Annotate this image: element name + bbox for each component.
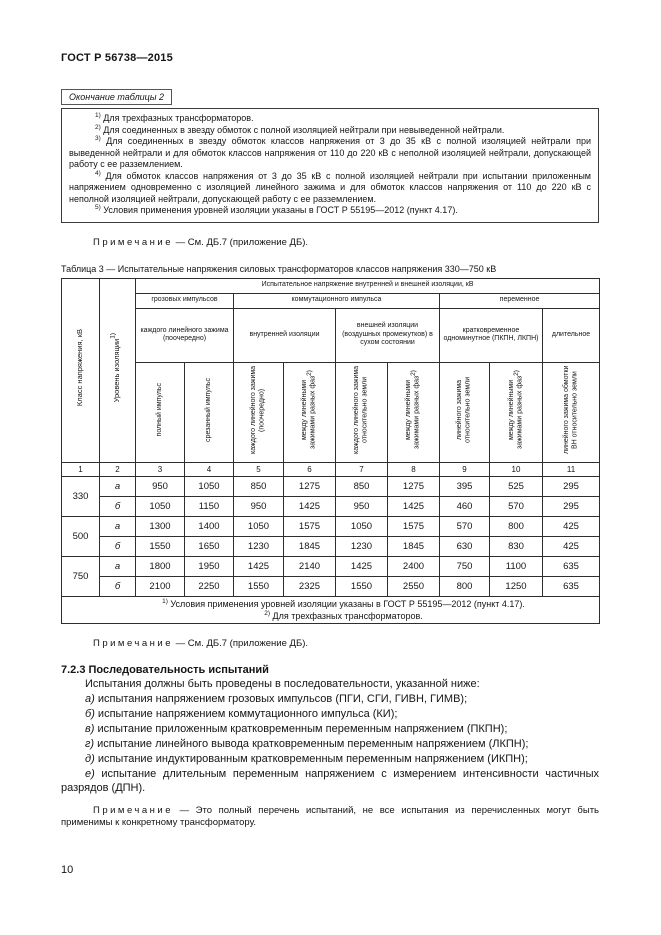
table2-continuation-label: Окончание таблицы 2 (61, 89, 172, 105)
col-header-voltage-class (62, 278, 100, 462)
cell: 295 (543, 496, 600, 516)
item-text: испытание длительным переменным напряжением с измерением интенсивности частичных разрядов (ДПН). (61, 767, 599, 794)
label-text: между линейными зажимами разных фаз (301, 375, 317, 449)
vheader-text (301, 364, 318, 456)
subgroup-external-insulation: внешней изоляции (воздушных промежутков) в сухом состоянии (336, 308, 440, 362)
vheader-between-phases-1 (284, 362, 336, 462)
cell-level: б (100, 496, 136, 516)
cell: 2325 (284, 576, 336, 596)
cell: 1150 (185, 496, 234, 516)
cell: 1230 (336, 536, 388, 556)
label-text: между линейными зажимами разных фаз (507, 375, 523, 449)
item-text: испытание линейного вывода кратковременным переменным напряжением (ЛКПН); (97, 737, 529, 750)
col-header-insulation-level (100, 278, 136, 462)
footnote-text: Для соединенных в звезду обмоток классов напряжения от 3 до 35 кВ с полной изоляцией нейтрали при выведенной нейтрали и для обмоток классов напряжения от 110 до 220 кВ с неполной изоляцией нейтрали, допускающей работу с ее разземлением. (69, 136, 591, 169)
table3-subgroup-row (62, 308, 600, 362)
table3-column-numbers-row (62, 462, 600, 476)
table-row (62, 516, 600, 536)
group-lightning-impulse: грозовых импульсов (136, 293, 234, 308)
cell-class: 330 (62, 476, 100, 516)
table3-vertical-header-row (62, 362, 600, 462)
col-header-test-voltage: Испытательное напряжение внутренней и внешней изоляции, кВ (136, 278, 600, 293)
cell: 1275 (284, 476, 336, 496)
note-label: Примечание (93, 236, 173, 248)
test-list-item-b (61, 707, 599, 721)
cell: 1275 (388, 476, 440, 496)
footnote-marker: 1) (95, 112, 101, 119)
item-text: испытание приложенным кратковременным переменным напряжением (ПКПН); (97, 722, 508, 735)
cell: 635 (543, 576, 600, 596)
col-num: 8 (388, 462, 440, 476)
vheader-text (250, 364, 267, 456)
cell: 1575 (388, 516, 440, 536)
cell: 850 (234, 476, 284, 496)
footnote-marker: 2) (264, 609, 271, 617)
col-num: 3 (136, 462, 185, 476)
cell: 800 (440, 576, 490, 596)
cell: 1845 (388, 536, 440, 556)
cell-level: а (100, 556, 136, 576)
vheader-text (353, 364, 370, 456)
cell-level: а (100, 516, 136, 536)
cell: 800 (490, 516, 543, 536)
table-row (62, 496, 600, 516)
footnote-text: Для обмоток классов напряжения от 3 до 35 кВ с полной изоляцией нейтрали при испытании приложенным напряжением одновременно с изоляцией линейного зажима и для обмоток классов напряжения от 110 до 220 кВ с неполной изоляцией нейтрали, допускающей работу с ее разземлением. (69, 170, 591, 204)
col-num: 7 (336, 462, 388, 476)
cell-class: 750 (62, 556, 100, 596)
test-list-item-e (61, 767, 599, 795)
table2-note (93, 237, 599, 249)
item-text: испытание напряжением коммутационного импульса (КИ); (97, 707, 398, 720)
footnote-text: Для трехфазных трансформаторов. (103, 113, 254, 123)
label-marker: 2) (512, 370, 520, 376)
col-num: 9 (440, 462, 490, 476)
cell: 525 (490, 476, 543, 496)
cell: 395 (440, 476, 490, 496)
vheader-text (205, 378, 214, 442)
note-text: — Это полный перечень испытаний, не все испытания из перечисленных могут быть применимы к конкретному трансформатору. (61, 804, 599, 828)
table-row (62, 556, 600, 576)
col-num: 5 (234, 462, 284, 476)
cell: 1425 (284, 496, 336, 516)
footnote-text: Для трехфазных трансформаторов. (272, 610, 423, 621)
cell: 1425 (336, 556, 388, 576)
section-intro: Испытания должны быть проведены в последовательности, указанной ниже: (85, 677, 480, 690)
page-content (61, 52, 599, 829)
table3-header-row (62, 278, 600, 293)
cell: 1050 (336, 516, 388, 536)
label-text: Уровень изоляции (112, 338, 122, 403)
cell: 1845 (284, 536, 336, 556)
footnote-5 (69, 205, 591, 217)
label-marker: 1) (109, 332, 117, 339)
vheader-full-impulse (136, 362, 185, 462)
cell: 1050 (234, 516, 284, 536)
cell: 2100 (136, 576, 185, 596)
col-num: 4 (185, 462, 234, 476)
cell: 950 (136, 476, 185, 496)
cell-level: а (100, 476, 136, 496)
cell: 1575 (284, 516, 336, 536)
label-text: срезанный импульс (204, 377, 212, 442)
note-label: Примечание (93, 804, 173, 816)
cell-level: б (100, 576, 136, 596)
cell: 630 (440, 536, 490, 556)
footnote-marker: 3) (95, 135, 101, 142)
item-marker: в) (85, 722, 95, 735)
section-note (61, 805, 599, 829)
label-marker: 2) (306, 370, 314, 376)
vheader-each-terminal (234, 362, 284, 462)
item-marker: д) (85, 752, 95, 765)
table3-footnote-cell (62, 596, 600, 623)
table3 (61, 278, 600, 624)
group-switching-impulse: коммутационного импульса (234, 293, 440, 308)
voltage-class-label: Класс напряжения, кВ (75, 328, 85, 407)
group-ac-voltage: переменное (440, 293, 600, 308)
col-num: 6 (284, 462, 336, 476)
note-text: — См. ДБ.7 (приложение ДБ). (175, 236, 308, 248)
cell-level: б (100, 536, 136, 556)
cell: 850 (336, 476, 388, 496)
test-list-item-a (61, 692, 599, 706)
subgroup-short-duration: кратковременное одноминутное (ПКПН, ЛКПН) (440, 308, 543, 362)
cell: 1950 (185, 556, 234, 576)
cell: 1425 (234, 556, 284, 576)
footnote-text: Условия применения уровней изоляции указаны в ГОСТ Р 55195—2012 (пункт 4.17). (103, 205, 458, 215)
col-num: 2 (100, 462, 136, 476)
cell: 1650 (185, 536, 234, 556)
table3-caption: Таблица 3 — Испытательные напряжения силовых трансформаторов классов напряжения 330—750 кВ (61, 263, 497, 274)
label-text: каждого линейного зажима относительно земли (353, 365, 369, 454)
cell: 1250 (490, 576, 543, 596)
label-text: каждого линейного зажима (поочередно) (250, 365, 266, 454)
cell: 1800 (136, 556, 185, 576)
footnote-1 (69, 113, 591, 125)
table3-footnote-row (62, 596, 600, 623)
footnote-4 (69, 171, 591, 206)
vheader-chopped-impulse (185, 362, 234, 462)
cell: 950 (234, 496, 284, 516)
cell: 1050 (136, 496, 185, 516)
cell-class: 500 (62, 516, 100, 556)
col-num: 10 (490, 462, 543, 476)
cell: 2550 (388, 576, 440, 596)
cell: 635 (543, 556, 600, 576)
table-row (62, 576, 600, 596)
vheader-text (405, 364, 422, 456)
cell: 295 (543, 476, 600, 496)
item-marker: е) (85, 767, 95, 780)
col-num: 1 (62, 462, 100, 476)
vheader-text (508, 364, 525, 456)
cell: 1100 (490, 556, 543, 576)
table2-footnote-box (61, 108, 599, 223)
footnote-3 (69, 136, 591, 171)
cell: 2140 (284, 556, 336, 576)
cell: 570 (440, 516, 490, 536)
note-label: Примечание (93, 637, 173, 649)
vheader-terminal-to-earth-1 (336, 362, 388, 462)
footnote-marker: 2) (95, 123, 101, 131)
cell: 1425 (388, 496, 440, 516)
footnote-2 (69, 125, 591, 137)
col-num: 11 (543, 462, 600, 476)
test-list-item-g (61, 737, 599, 751)
section-title: 7.2.3 Последовательность испытаний (61, 663, 269, 676)
cell: 425 (543, 536, 600, 556)
vheader-between-phases-3 (490, 362, 543, 462)
cell: 950 (336, 496, 388, 516)
table3-group-row (62, 293, 600, 308)
cell: 460 (440, 496, 490, 516)
label-text: между линейными зажимами разных фаз (405, 375, 421, 449)
document-header: ГОСТ Р 56738—2015 (61, 52, 173, 64)
footnote-2 (64, 610, 597, 622)
cell: 2400 (388, 556, 440, 576)
item-marker: б) (85, 707, 95, 720)
footnote-text: Для соединенных в звезду обмоток с полной изоляцией нейтрали при невыведенной нейтрали. (103, 124, 505, 135)
cell: 570 (490, 496, 543, 516)
item-text: испытание индуктированным кратковременным переменным напряжением (ИКПН); (97, 752, 528, 765)
cell: 1550 (336, 576, 388, 596)
note-text: — См. ДБ.7 (приложение ДБ). (175, 637, 308, 649)
item-marker: г) (85, 737, 95, 750)
cell: 1550 (136, 536, 185, 556)
label-text: полный импульс (155, 382, 163, 437)
cell: 1550 (234, 576, 284, 596)
cell: 1050 (185, 476, 234, 496)
footnote-1 (64, 598, 597, 610)
footnote-marker: 5) (95, 204, 101, 211)
footnote-marker: 4) (95, 169, 101, 177)
item-text: испытания напряжением грозовых импульсов (ПГИ, СГИ, ГИВН, ГИМВ); (97, 692, 468, 705)
page-number: 10 (61, 864, 74, 876)
test-list-item-v (61, 722, 599, 736)
item-marker: а) (85, 692, 95, 705)
vheader-between-phases-2 (388, 362, 440, 462)
label-text: линейного зажима обмотки ВН относительно земли (562, 365, 579, 454)
insulation-level-label (109, 332, 122, 403)
vheader-text (456, 364, 473, 456)
subgroup-each-terminal: каждого линейного зажима (поочередно) (136, 308, 234, 362)
vheader-text (563, 364, 580, 456)
cell: 1400 (185, 516, 234, 536)
table3-note (93, 638, 599, 650)
vheader-text (156, 383, 165, 436)
table-row (62, 476, 600, 496)
subgroup-long-duration: длительное (543, 308, 600, 362)
footnote-text: Условия применения уровней изоляции указаны в ГОСТ Р 55195—2012 (пункт 4.17). (170, 598, 525, 609)
cell: 750 (440, 556, 490, 576)
vheader-hv-winding-terminal (543, 362, 600, 462)
cell: 830 (490, 536, 543, 556)
vheader-terminal-to-earth-2 (440, 362, 490, 462)
cell: 1230 (234, 536, 284, 556)
cell: 2250 (185, 576, 234, 596)
label-text: линейного зажима относительно земли (456, 376, 472, 443)
cell: 425 (543, 516, 600, 536)
test-list-item-d (61, 752, 599, 766)
table-row (62, 536, 600, 556)
label-marker: 2) (410, 370, 418, 376)
subgroup-internal-insulation: внутренней изоляции (234, 308, 336, 362)
cell: 1300 (136, 516, 185, 536)
footnote-marker: 1) (162, 597, 168, 605)
